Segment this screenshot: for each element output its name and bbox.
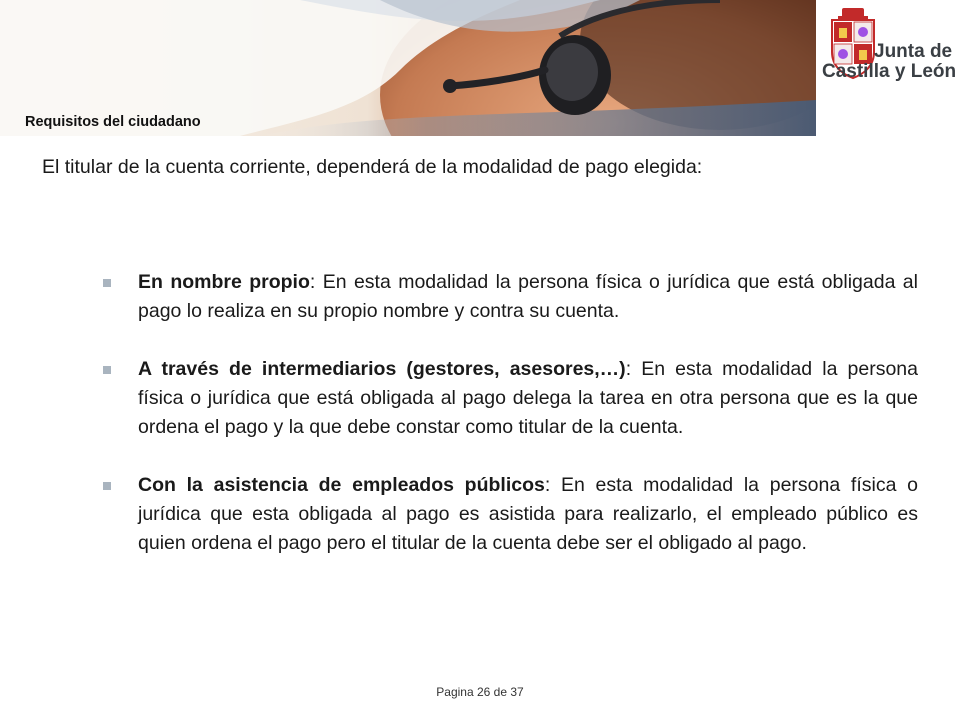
logo-line-2: Castilla y León: [822, 61, 957, 82]
payment-modes-list: [102, 268, 918, 587]
bullet-text: : En esta modalidad la persona física o jurídica que está obligada al pago delega la tarea en otra persona que es la que ordena el pago y la que debe constar como titular de la cuenta.: [138, 358, 918, 438]
list-item: [102, 471, 918, 558]
square-bullet-icon: [103, 482, 111, 490]
bullet-term: En nombre propio: [138, 271, 310, 293]
bullet-term: Con la asistencia de empleados públicos: [138, 474, 545, 496]
list-item: [102, 355, 918, 442]
logo-line-1: Junta de: [874, 41, 953, 62]
bullet-text: : En esta modalidad la persona física o jurídica que esta obligada al pago es asistida para realizarlo, el empleado público es quien ordena el pago pero el titular de la cuenta debe ser el obligado al pago.: [138, 474, 918, 554]
junta-castilla-leon-logo: [816, 0, 960, 136]
bullet-term: A través de intermediarios (gestores, asesores,…): [138, 358, 626, 380]
list-item: [102, 268, 918, 326]
square-bullet-icon: [103, 366, 111, 374]
logo-wordmark: [822, 41, 957, 82]
section-title: Requisitos del ciudadano: [25, 114, 201, 130]
bullet-text: : En esta modalidad la persona física o jurídica que está obligada al pago lo realiza en su propio nombre y contra su cuenta.: [138, 271, 918, 322]
square-bullet-icon: [103, 279, 111, 287]
page-number: Pagina 26 de 37: [436, 685, 524, 699]
intro-paragraph: El titular de la cuenta corriente, dependerá de la modalidad de pago elegida:: [42, 156, 703, 178]
